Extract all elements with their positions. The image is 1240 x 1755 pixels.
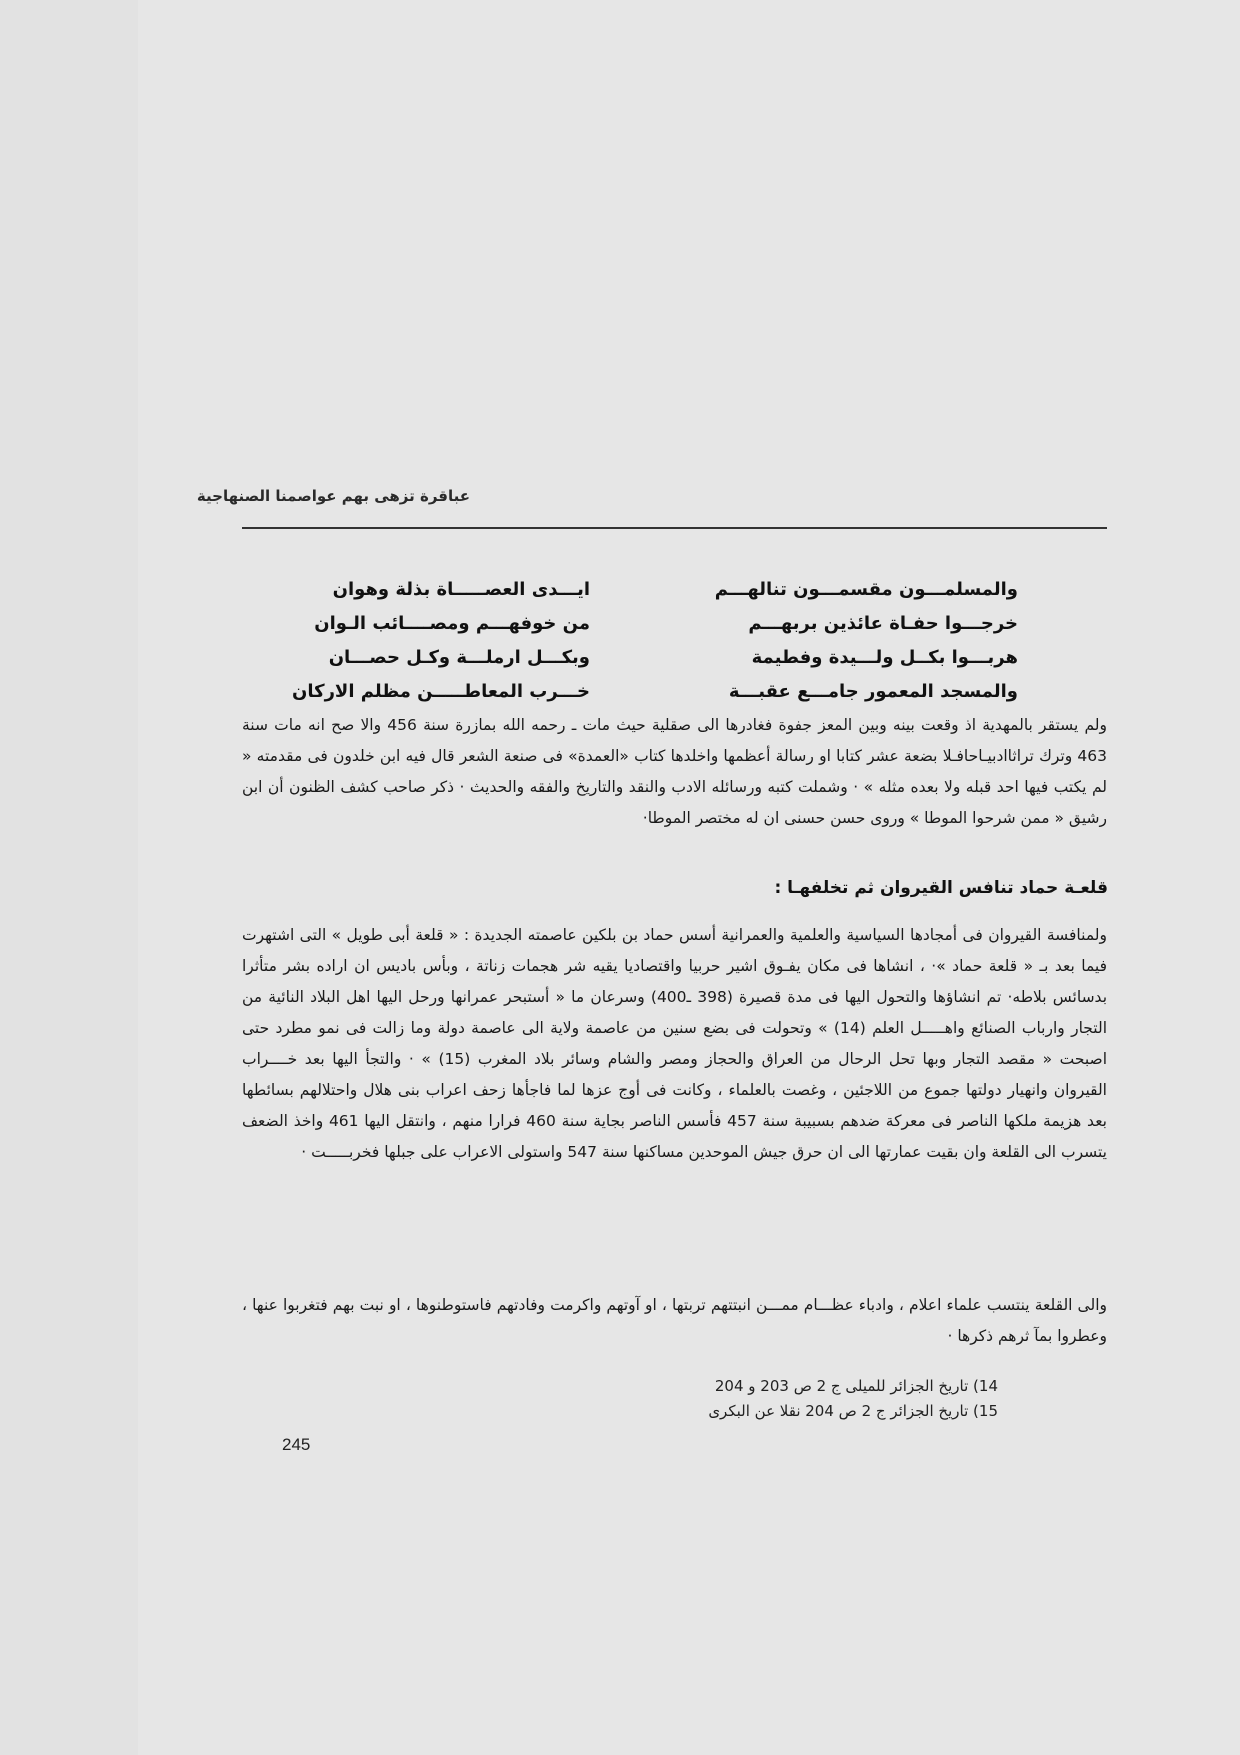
page-number: 245 (282, 1435, 311, 1454)
verse-line: خرجـــوا حفـاة عائذين بربهـــم (748, 613, 1018, 634)
scan-margin (0, 0, 138, 1755)
poem-right-column (698, 573, 1018, 709)
verse-line: خـــرب المعاطـــــن مظلم الاركان (291, 681, 590, 702)
poem-left-column (270, 573, 590, 709)
footnote: 15) تاريخ الجزائر ج 2 ص 204 نقلا عن البكرى (708, 1402, 998, 1420)
header-rule (242, 527, 1107, 529)
paragraph-ibn-rashiq: ولم يستقر بالمهدية اذ وقعت بينه وبين المعز جفوة فغادرها الى صقلية حيث مات ـ رحمه الله بمازرة سنة 456 والا صح انه مات سنة 463 وترك تراثاادبيـاحافـلا بضعة عشر كتابا او رسالة أعظمها واخلدها كتاب «العمدة» فى صنعة الشعر قال فيه ابن خلدون فى مقدمته « لم يكتب فيها احد قبله ولا بعده مثله » · وشملت كتبه ورسائله الادب والنقد والتاريخ والفقه والحديث · ذكر صاحب كشف الظنون أن ابن رشيق « ممن شرحوا الموطا » وروى حسن حسنى ان له مختصر الموطا· (242, 716, 1107, 827)
footnotes (498, 1374, 998, 1424)
verse-line: وبكـــل ارملـــة وكـل حصـــان (328, 647, 590, 668)
verse-line: ايـــدى العصـــــاة بذلة وهوان (332, 579, 590, 600)
verse-line: من خوفهـــم ومصــــائب الـوان (314, 613, 590, 634)
running-head: عباقرة تزهى بهم عواصمنا الصنهاجية (196, 487, 470, 505)
footnote: 14) تاريخ الجزائر للميلى ج 2 ص 203 و 204 (714, 1377, 998, 1395)
paragraph-qalaa-hammad: ولمنافسة القيروان فى أمجادها السياسية والعلمية والعمرانية أسس حماد بن بلكين عاصمته الجديدة : « قلعة أبى طويل » التى اشتهرت فيما بعد بـ « قلعة حماد »· ، انشاها فى مكان يفـوق اشير حربيا واقتصاديا يقيه شر هجمات زناتة ، وبأس باديس ان اراده بشر متأثرا بدسائس بلاطه· تم انشاؤها والتحول اليها فى مدة قصيرة (398 ـ400) وسرعان ما « أستبحر عمرانها ورحل اليها اهل البلاد النائية من التجار وارباب الصنائع واهـــــل العلم (14) » وتحولت فى بضع سنين من عاصمة ولاية الى عاصمة دولة وما زالت فى نمو مطرد حتى اصبحت « مقصد التجار وبها تحل الرحال من العراق والحجاز ومصر والشام وسائر بلاد المغرب (15) » · والتجأ اليها بعد خــــراب القيروان وانهيار دولتها جموع من اللاجئين ، وغصت بالعلماء ، وكانت فى أوج عزها لما فاجأها زحف اعراب بنى هلال واحتلالهم بسائطها بعد هزيمة ملكها الناصر فى معركة ضدهم بسبيبة سنة 457 فأسس الناصر بجاية سنة 460 فرارا منهم ، وانتقل اليها 461 واخذ الضعف يتسرب الى القلعة وان بقيت عمارتها الى ان حرق جيش الموحدين مساكنها سنة 547 واستولى الاعراب على جبلها فخربـــــت · (242, 926, 1108, 1161)
paragraph-scholars: والى القلعة ينتسب علماء اعلام ، وادباء عظـــام ممـــن انبتتهم تربتها ، او آوتهم واكرمت وفادتهم فاستوطنوها ، او نبت بهم فتغربوا عنها ، وعطروا بمآ ثرهم ذكرها · (242, 1296, 1107, 1345)
verse-line: هربـــوا بكــل ولـــيدة وفطيمة (751, 647, 1018, 668)
verse-line: والمسلمـــون مقسمـــون تنالهـــم (714, 579, 1018, 600)
verse-line: والمسجد المعمور جامـــع عقبـــة (728, 681, 1018, 702)
section-heading: قلعـة حماد تنافس القيروان ثم تخلفهـا : (774, 878, 1108, 898)
